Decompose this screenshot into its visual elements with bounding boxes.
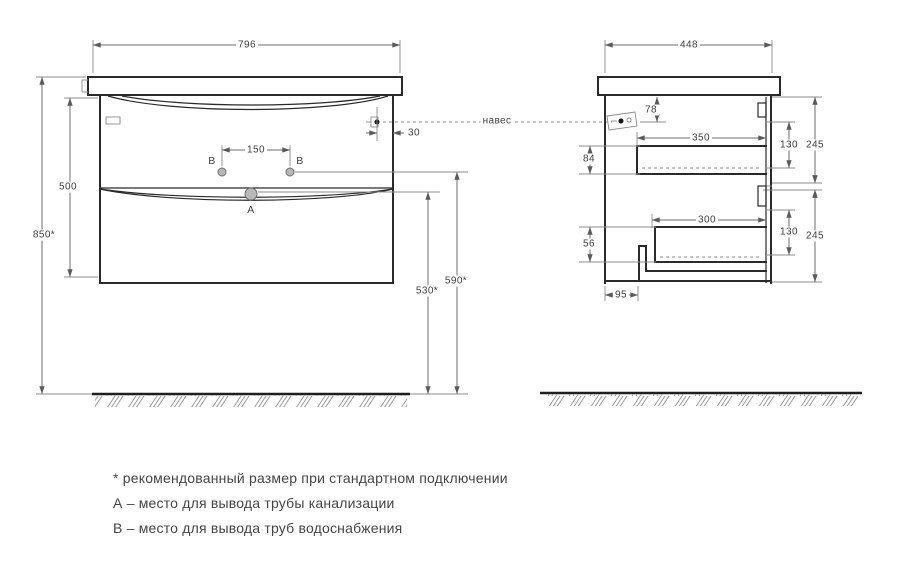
dim-top-drawer-inner: 84 <box>583 153 595 165</box>
footnote-drain: А – место для вывода трубы канализации <box>113 495 395 511</box>
dim-front-cabinet-height: 500 <box>59 181 77 193</box>
basin-curve-inner <box>122 96 380 105</box>
label-water-point-left: В <box>208 155 216 168</box>
dim-drain-height: 530* <box>415 285 439 297</box>
front-countertop <box>88 77 402 95</box>
dim-top-drawer-depth: 350 <box>692 132 710 144</box>
label-drain-point: А <box>247 204 255 217</box>
front-cabinet-body <box>100 95 393 283</box>
drain-point <box>245 188 257 200</box>
floor-hatch-side <box>545 394 860 406</box>
basin-curve-outer <box>108 96 388 110</box>
top-handle-profile <box>758 103 766 117</box>
water-supply-point-left <box>218 168 226 176</box>
label-bracket-line: навес <box>482 115 512 127</box>
dim-drain-offset: 95 <box>615 289 627 301</box>
dim-bottom-section-height: 245 <box>806 230 824 242</box>
footnote-water-supply: В – место для вывода труб водоснабжения <box>113 520 403 536</box>
footnote-recommended-size: * рекомендованный размер при стандартном подключении <box>113 470 508 486</box>
dim-side-depth: 448 <box>680 39 698 51</box>
dim-bracket-offset: 30 <box>408 127 420 139</box>
bottom-handle-profile <box>758 186 766 206</box>
floor-hatch-front <box>95 395 407 407</box>
dim-bottom-drawer-depth: 300 <box>698 214 716 226</box>
dim-bottom-front-height: 130 <box>780 226 798 238</box>
dim-water-spacing: 150 <box>247 144 265 156</box>
side-countertop <box>598 77 780 95</box>
water-supply-point-right <box>286 168 294 176</box>
label-water-point-right: В <box>296 155 304 168</box>
dim-bracket-drop: 78 <box>645 104 657 116</box>
dim-bottom-drawer-inner: 56 <box>583 238 595 250</box>
dim-front-width: 796 <box>238 39 256 51</box>
top-drawer-box <box>637 146 766 174</box>
bracket-dot-side <box>619 119 624 124</box>
front-view <box>36 40 468 407</box>
dim-top-section-height: 245 <box>806 139 824 151</box>
dim-top-front-height: 130 <box>780 139 798 151</box>
footnotes <box>113 466 508 541</box>
logo-plate <box>106 117 120 124</box>
dim-water-height: 590* <box>444 275 468 287</box>
dim-front-total-height: 850* <box>32 229 56 241</box>
